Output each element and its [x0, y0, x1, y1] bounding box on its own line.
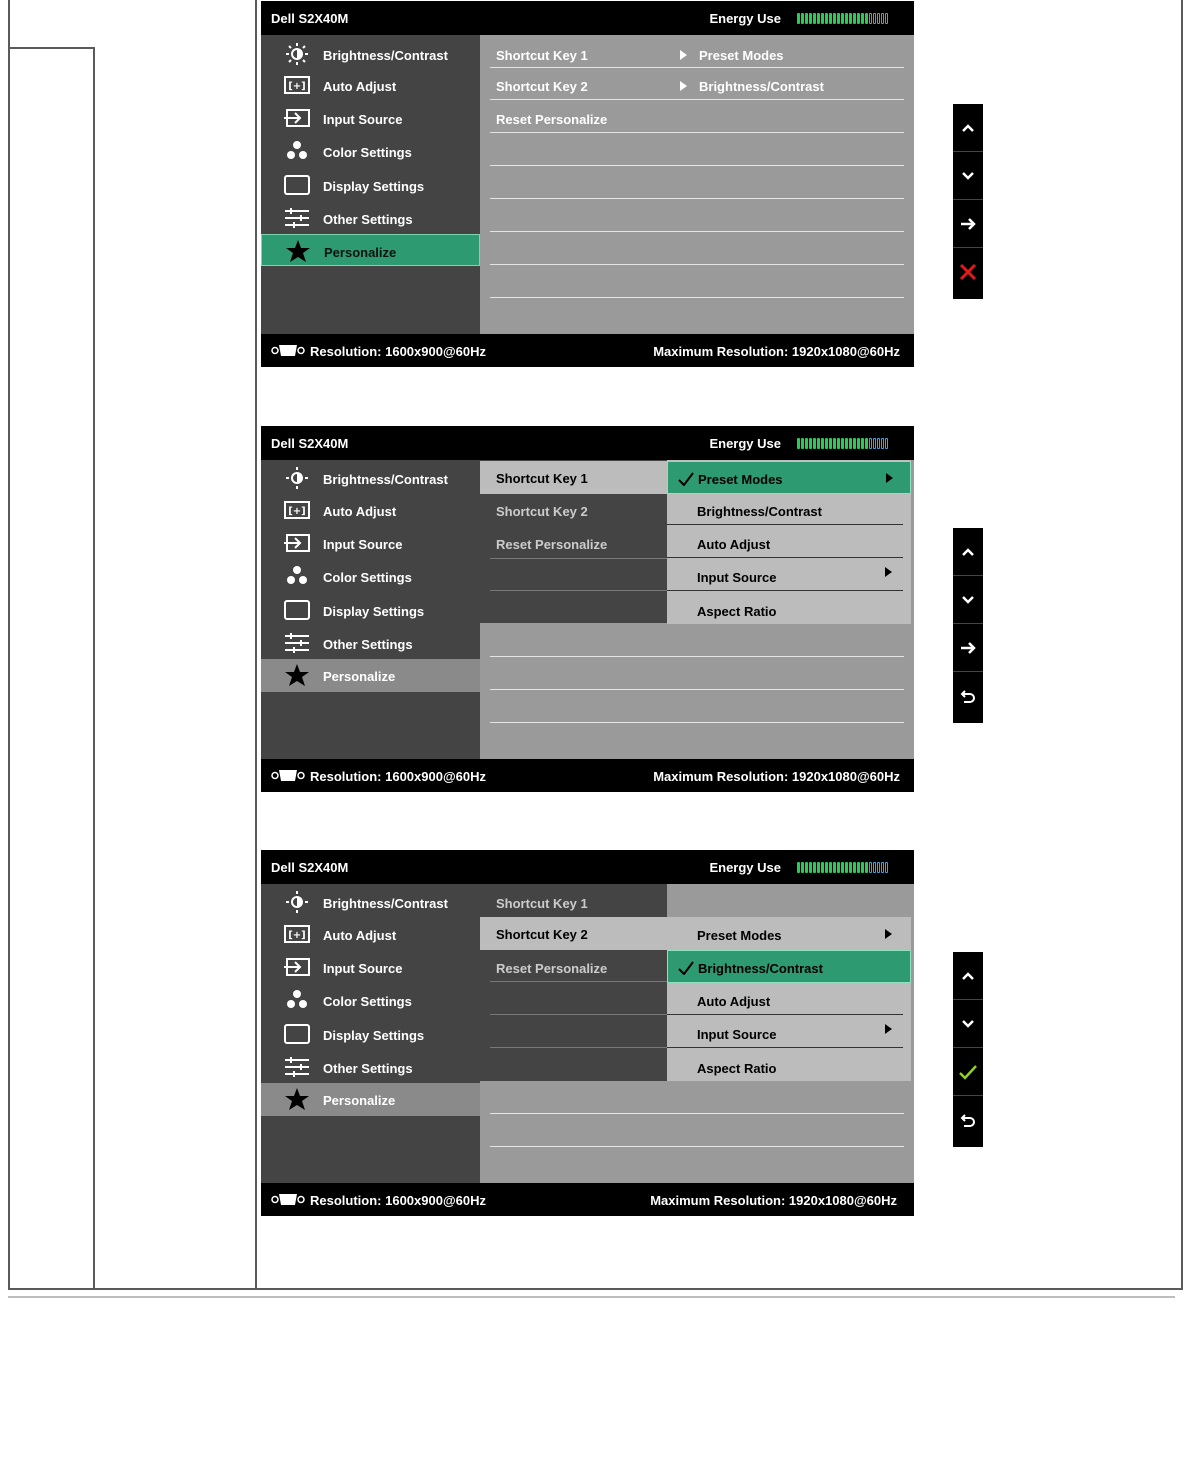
menu-item-brightness-contrast[interactable]: Brightness/Contrast	[261, 886, 480, 919]
shortcut-key-1-row[interactable]: Shortcut Key 1	[480, 461, 667, 494]
arrow-right-icon	[885, 567, 892, 577]
personalize-submenu	[480, 35, 914, 334]
model-name: Dell S2X40M	[271, 11, 349, 26]
back-button[interactable]	[953, 1096, 983, 1144]
frame-line-bottom	[8, 1288, 1183, 1290]
button-bar-2	[953, 528, 983, 723]
arrow-right-icon	[680, 50, 687, 60]
input-source-icon	[283, 532, 311, 554]
main-menu	[261, 460, 480, 759]
osd-footer	[261, 759, 914, 792]
up-button[interactable]	[953, 104, 983, 152]
menu-item-other-settings[interactable]: Other Settings	[261, 1051, 480, 1084]
check-icon	[959, 1064, 977, 1080]
arrow-right-icon	[885, 1024, 892, 1034]
option-brightness-contrast[interactable]: Brightness/Contrast	[697, 504, 822, 519]
menu-item-color-settings[interactable]: Color Settings	[261, 560, 480, 593]
input-source-icon	[283, 956, 311, 978]
menu-item-brightness-contrast[interactable]: Brightness/Contrast	[261, 38, 480, 71]
frame-line-top	[8, 47, 95, 49]
up-icon	[960, 544, 976, 560]
frame-line-inner	[93, 48, 95, 1290]
reset-personalize-row[interactable]: Reset Personalize	[496, 112, 608, 127]
shortcut-key-2-row[interactable]: Shortcut Key 2	[480, 917, 667, 950]
max-resolution-label: Maximum Resolution: 1920x1080@60Hz	[650, 1193, 897, 1208]
menu-item-personalize[interactable]: Personalize	[261, 659, 480, 692]
down-icon	[960, 168, 976, 184]
option-brightness-contrast[interactable]: Brightness/Contrast	[667, 950, 911, 983]
reset-personalize-row[interactable]: Reset Personalize	[496, 961, 608, 976]
shortcut-options-list	[667, 460, 911, 624]
display-settings-icon	[283, 1023, 311, 1045]
display-settings-icon	[283, 174, 311, 196]
up-icon	[960, 120, 976, 136]
main-menu	[261, 35, 480, 334]
model-name: Dell S2X40M	[271, 860, 349, 875]
max-resolution-label: Maximum Resolution: 1920x1080@60Hz	[653, 344, 900, 359]
energy-use-meter	[797, 13, 901, 24]
resolution-label: Resolution: 1600x900@60Hz	[310, 1193, 486, 1208]
brightness-icon	[283, 891, 311, 913]
auto-adjust-icon	[283, 499, 311, 521]
energy-use-meter	[797, 862, 901, 873]
other-settings-icon	[283, 632, 311, 654]
energy-use-meter	[797, 438, 901, 449]
menu-item-auto-adjust[interactable]: [+] Auto Adjust	[261, 494, 480, 527]
reset-personalize-row[interactable]: Reset Personalize	[496, 537, 608, 552]
brightness-icon	[283, 43, 311, 65]
input-source-icon	[283, 107, 311, 129]
frame-line-left	[8, 0, 10, 1290]
other-settings-icon	[283, 1056, 311, 1078]
menu-item-color-settings[interactable]: Color Settings	[261, 135, 480, 168]
color-settings-icon	[283, 989, 311, 1011]
right-arrow-icon	[960, 640, 976, 656]
up-icon	[960, 968, 976, 984]
vga-connector-icon	[271, 1193, 305, 1206]
back-icon	[960, 688, 976, 704]
enter-button[interactable]	[953, 200, 983, 248]
osd-title-bar	[261, 850, 914, 884]
energy-use-label: Energy Use	[709, 860, 781, 875]
osd-footer	[261, 334, 914, 367]
auto-adjust-icon	[283, 74, 311, 96]
brightness-icon	[283, 467, 311, 489]
menu-item-personalize[interactable]: Personalize	[261, 234, 480, 266]
arrow-right-icon	[886, 473, 893, 483]
model-name: Dell S2X40M	[271, 436, 349, 451]
color-settings-icon	[283, 140, 311, 162]
frame-line-content	[255, 0, 257, 1290]
menu-item-display-settings[interactable]: Display Settings	[261, 594, 480, 627]
star-icon	[284, 240, 312, 262]
osd-panel-3	[261, 850, 914, 1216]
check-icon	[678, 472, 694, 486]
option-auto-adjust[interactable]: Auto Adjust	[697, 994, 771, 1009]
osd-title-bar	[261, 426, 914, 460]
shortcut-options-list	[667, 917, 911, 1081]
energy-use-label: Energy Use	[709, 11, 781, 26]
menu-item-input-source[interactable]: Input Source	[261, 102, 480, 135]
osd-panel-1	[261, 1, 914, 367]
option-preset-modes[interactable]: Preset Modes	[667, 461, 911, 494]
shortcut-key-2-row[interactable]: Shortcut Key 2	[496, 504, 588, 519]
down-icon	[960, 592, 976, 608]
right-arrow-icon	[960, 216, 976, 232]
personalize-submenu	[480, 884, 914, 1183]
personalize-submenu	[480, 460, 914, 759]
arrow-right-icon	[885, 929, 892, 939]
menu-item-auto-adjust[interactable]: [+] Auto Adjust	[261, 918, 480, 951]
option-input-source[interactable]: Input Source	[667, 560, 911, 593]
frame-line-under	[8, 1296, 1175, 1298]
button-bar-1	[953, 104, 983, 299]
menu-item-display-settings[interactable]: Display Settings	[261, 1018, 480, 1051]
osd-footer	[261, 1183, 914, 1216]
back-button[interactable]	[953, 672, 983, 720]
menu-item-input-source[interactable]: Input Source	[261, 951, 480, 984]
vga-connector-icon	[271, 769, 305, 782]
down-icon	[960, 1016, 976, 1032]
color-settings-icon	[283, 565, 311, 587]
svg-text:[+]: [+]	[288, 930, 306, 941]
resolution-label: Resolution: 1600x900@60Hz	[310, 344, 486, 359]
option-aspect-ratio[interactable]: Aspect Ratio	[697, 604, 777, 619]
shortcut-key-1-row[interactable]: Shortcut Key 1 Preset Modes	[496, 48, 784, 63]
back-icon	[960, 1112, 976, 1128]
shortcut-key-1-row[interactable]: Shortcut Key 1	[496, 896, 588, 911]
enter-button[interactable]	[953, 624, 983, 672]
check-icon	[678, 961, 694, 975]
arrow-right-icon	[680, 81, 687, 91]
menu-item-display-settings[interactable]: Display Settings	[261, 169, 480, 202]
star-icon	[283, 1088, 311, 1110]
option-auto-adjust[interactable]: Auto Adjust	[697, 537, 771, 552]
resolution-label: Resolution: 1600x900@60Hz	[310, 769, 486, 784]
star-icon	[283, 664, 311, 686]
menu-item-personalize[interactable]: Personalize	[261, 1083, 480, 1116]
menu-item-color-settings[interactable]: Color Settings	[261, 984, 480, 1017]
vga-connector-icon	[271, 344, 305, 357]
down-button[interactable]	[953, 1000, 983, 1048]
menu-item-other-settings[interactable]: Other Settings	[261, 627, 480, 660]
other-settings-icon	[283, 207, 311, 229]
shortcut-key-2-row[interactable]: Shortcut Key 2 Brightness/Contrast	[496, 79, 824, 94]
menu-item-brightness-contrast[interactable]: Brightness/Contrast	[261, 462, 480, 495]
energy-use-label: Energy Use	[709, 436, 781, 451]
main-menu	[261, 884, 480, 1183]
button-bar-3	[953, 952, 983, 1147]
osd-title-bar	[261, 1, 914, 35]
up-button[interactable]	[953, 528, 983, 576]
up-button[interactable]	[953, 952, 983, 1000]
menu-item-input-source[interactable]: Input Source	[261, 527, 480, 560]
svg-text:[+]: [+]	[288, 506, 306, 517]
option-input-source[interactable]: Input Source	[667, 1017, 911, 1050]
svg-text:[+]: [+]	[288, 81, 306, 92]
exit-button[interactable]	[953, 248, 983, 296]
max-resolution-label: Maximum Resolution: 1920x1080@60Hz	[653, 769, 900, 784]
auto-adjust-icon	[283, 923, 311, 945]
down-button[interactable]	[953, 152, 983, 200]
frame-line-right	[1181, 0, 1183, 1290]
menu-item-auto-adjust[interactable]: [+] Auto Adjust	[261, 69, 480, 102]
option-preset-modes[interactable]: Preset Modes	[667, 918, 911, 951]
confirm-button[interactable]	[953, 1048, 983, 1096]
option-aspect-ratio[interactable]: Aspect Ratio	[697, 1061, 777, 1076]
menu-item-other-settings[interactable]: Other Settings	[261, 202, 480, 235]
down-button[interactable]	[953, 576, 983, 624]
exit-x-icon	[959, 263, 977, 281]
osd-panel-2	[261, 426, 914, 792]
display-settings-icon	[283, 599, 311, 621]
